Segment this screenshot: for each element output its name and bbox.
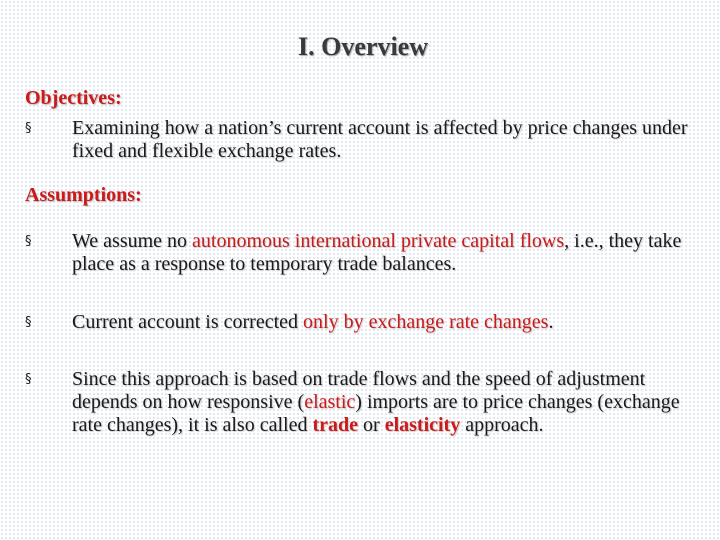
bullet-marker-icon: § bbox=[25, 121, 32, 136]
highlight-capital-flows: autonomous international private capital flows bbox=[192, 230, 565, 252]
assumptions-heading: Assumptions: bbox=[25, 184, 142, 206]
bullet-marker-icon: § bbox=[25, 372, 32, 387]
objectives-list bbox=[25, 117, 695, 163]
assumption-text-2: Current account is corrected only by exchange rate changes. bbox=[72, 311, 554, 333]
assumption-item-2 bbox=[25, 311, 695, 334]
objective-text: Examining how a nation’s current account is affected by price changes under fixed and flexible exchange rates. bbox=[72, 117, 688, 162]
objective-item bbox=[25, 117, 695, 163]
highlight-elastic: elastic bbox=[304, 391, 356, 413]
highlight-trade: trade bbox=[312, 414, 359, 436]
objectives-heading: Objectives: bbox=[25, 87, 122, 109]
highlight-exchange-rate: only by exchange rate changes bbox=[303, 311, 549, 333]
assumption-item-3 bbox=[25, 368, 695, 437]
assumption-text-1: We assume no autonomous international private capital flows, i.e., they take place as a response to temporary trade balances. bbox=[72, 230, 682, 275]
bullet-marker-icon: § bbox=[25, 315, 32, 330]
slide-title: I. Overview bbox=[298, 32, 428, 61]
assumption-text-3: Since this approach is based on trade flows and the speed of adjustment depends on how responsive (elastic) imports are to price changes (exchange rate changes), it is also called trade or elasticity approach. bbox=[72, 368, 680, 436]
bullet-marker-icon: § bbox=[25, 234, 32, 249]
assumption-item-1 bbox=[25, 230, 695, 276]
highlight-elasticity: elasticity bbox=[384, 414, 461, 436]
